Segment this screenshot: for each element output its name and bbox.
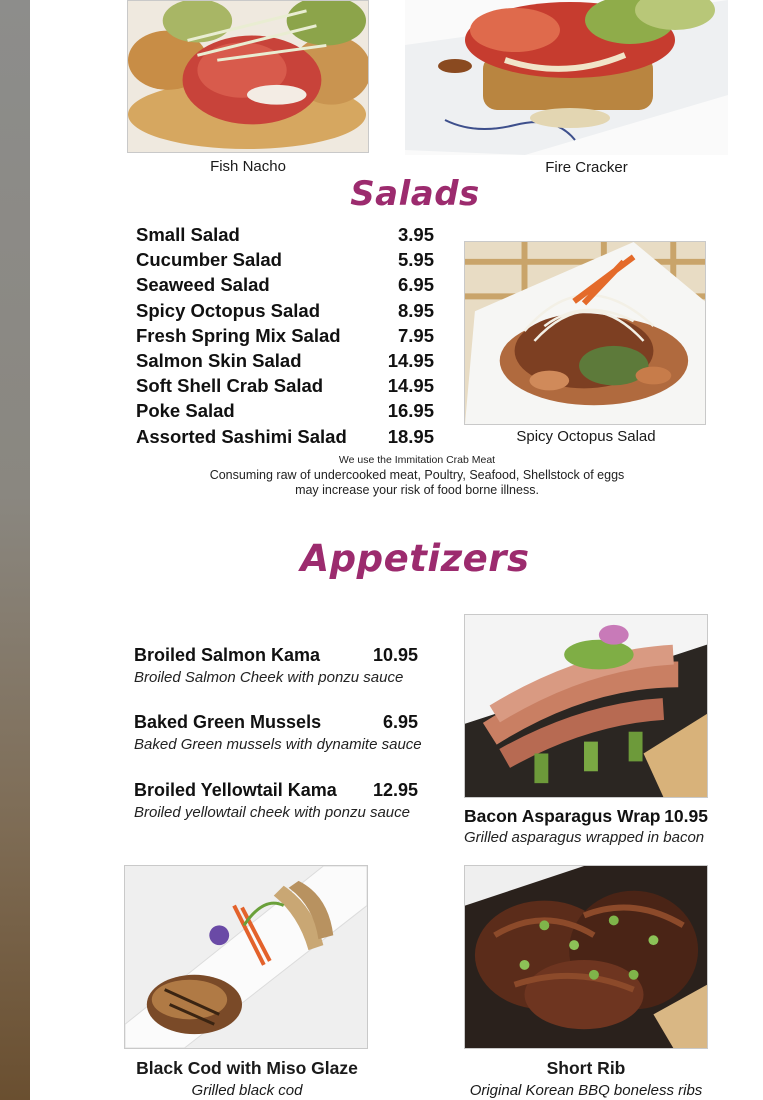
menu-item-name: Seaweed Salad xyxy=(136,274,270,295)
menu-item xyxy=(136,274,434,298)
short-rib-description: Original Korean BBQ boneless ribs xyxy=(469,1082,703,1099)
menu-item xyxy=(136,249,434,273)
short-rib-name: Short Rib xyxy=(546,1058,626,1078)
menu-item xyxy=(134,712,422,756)
fish-nacho-caption: Fish Nacho xyxy=(210,158,286,175)
menu-item xyxy=(136,400,434,424)
black-cod-description: Grilled black cod xyxy=(191,1082,303,1099)
menu-item xyxy=(136,224,434,248)
menu-item-price: 10.95 xyxy=(664,806,708,826)
fish-nacho-photo xyxy=(127,0,369,153)
menu-item xyxy=(136,300,434,324)
side-band xyxy=(0,0,30,1100)
menu-item-name: Bacon Asparagus Wrap xyxy=(464,806,661,826)
menu-item-price: 6.95 xyxy=(397,274,434,295)
menu-item-price: 8.95 xyxy=(397,300,434,321)
menu-item-price: 5.95 xyxy=(397,249,434,270)
menu-item-name: Broiled Yellowtail Kama xyxy=(134,780,337,800)
menu-item-name: Cucumber Salad xyxy=(136,249,282,270)
short-rib-photo xyxy=(464,865,708,1049)
menu-item-name: Spicy Octopus Salad xyxy=(136,300,321,321)
black-cod-name: Black Cod with Miso Glaze xyxy=(136,1058,358,1078)
salads-title: Salads xyxy=(350,174,480,214)
menu-item-description: Broiled yellowtail cheek with ponzu sauce xyxy=(134,804,410,821)
menu-item xyxy=(134,645,418,689)
menu-item-description: Baked Green mussels with dynamite sauce xyxy=(134,736,422,753)
menu-item-description: Broiled Salmon Cheek with ponzu sauce xyxy=(134,669,404,686)
bacon-asparagus-photo xyxy=(464,614,708,798)
menu-item-price: 14.95 xyxy=(387,375,434,396)
menu-item-name: Poke Salad xyxy=(136,400,235,421)
menu-item xyxy=(136,426,434,450)
menu-item-name: Fresh Spring Mix Salad xyxy=(136,325,341,346)
appetizers-title: Appetizers xyxy=(300,537,530,580)
spicy-octopus-salad-photo xyxy=(464,241,706,425)
raw-food-warning: Consuming raw of undercooked meat, Poultry, Seafood, Shellstock of eggs xyxy=(209,468,625,482)
menu-item-name: Salmon Skin Salad xyxy=(136,350,302,371)
menu-item-description: Grilled asparagus wrapped in bacon xyxy=(464,829,705,846)
menu-item-name: Baked Green Mussels xyxy=(134,712,322,732)
menu-item-name: Soft Shell Crab Salad xyxy=(136,375,324,396)
black-cod-photo xyxy=(124,865,368,1049)
menu-item-price: 16.95 xyxy=(387,400,434,421)
menu-item-name: Small Salad xyxy=(136,224,240,245)
fire-cracker-photo xyxy=(405,0,728,155)
menu-item-price: 6.95 xyxy=(382,712,418,732)
menu-item-price: 3.95 xyxy=(397,224,434,245)
crab-meat-notice: We use the Immitation Crab Meat xyxy=(338,454,496,466)
menu-item xyxy=(136,375,434,399)
menu-item-price: 10.95 xyxy=(372,645,418,665)
menu-item-price: 7.95 xyxy=(397,325,434,346)
menu-item xyxy=(136,325,434,349)
menu-item xyxy=(136,350,434,374)
bacon-asparagus-description xyxy=(464,829,704,847)
bacon-asparagus-item xyxy=(464,806,708,827)
menu-item-price: 18.95 xyxy=(387,426,434,447)
spicy-octopus-caption: Spicy Octopus Salad xyxy=(516,428,656,445)
fire-cracker-caption: Fire Cracker xyxy=(545,159,628,176)
menu-item-price: 14.95 xyxy=(387,350,434,371)
menu-item-price: 12.95 xyxy=(372,780,418,800)
menu-item xyxy=(134,780,418,824)
menu-item-name: Broiled Salmon Kama xyxy=(134,645,321,665)
menu-item-name: Assorted Sashimi Salad xyxy=(136,426,347,447)
raw-food-warning-cont: may increase your risk of food borne illness. xyxy=(295,483,539,497)
